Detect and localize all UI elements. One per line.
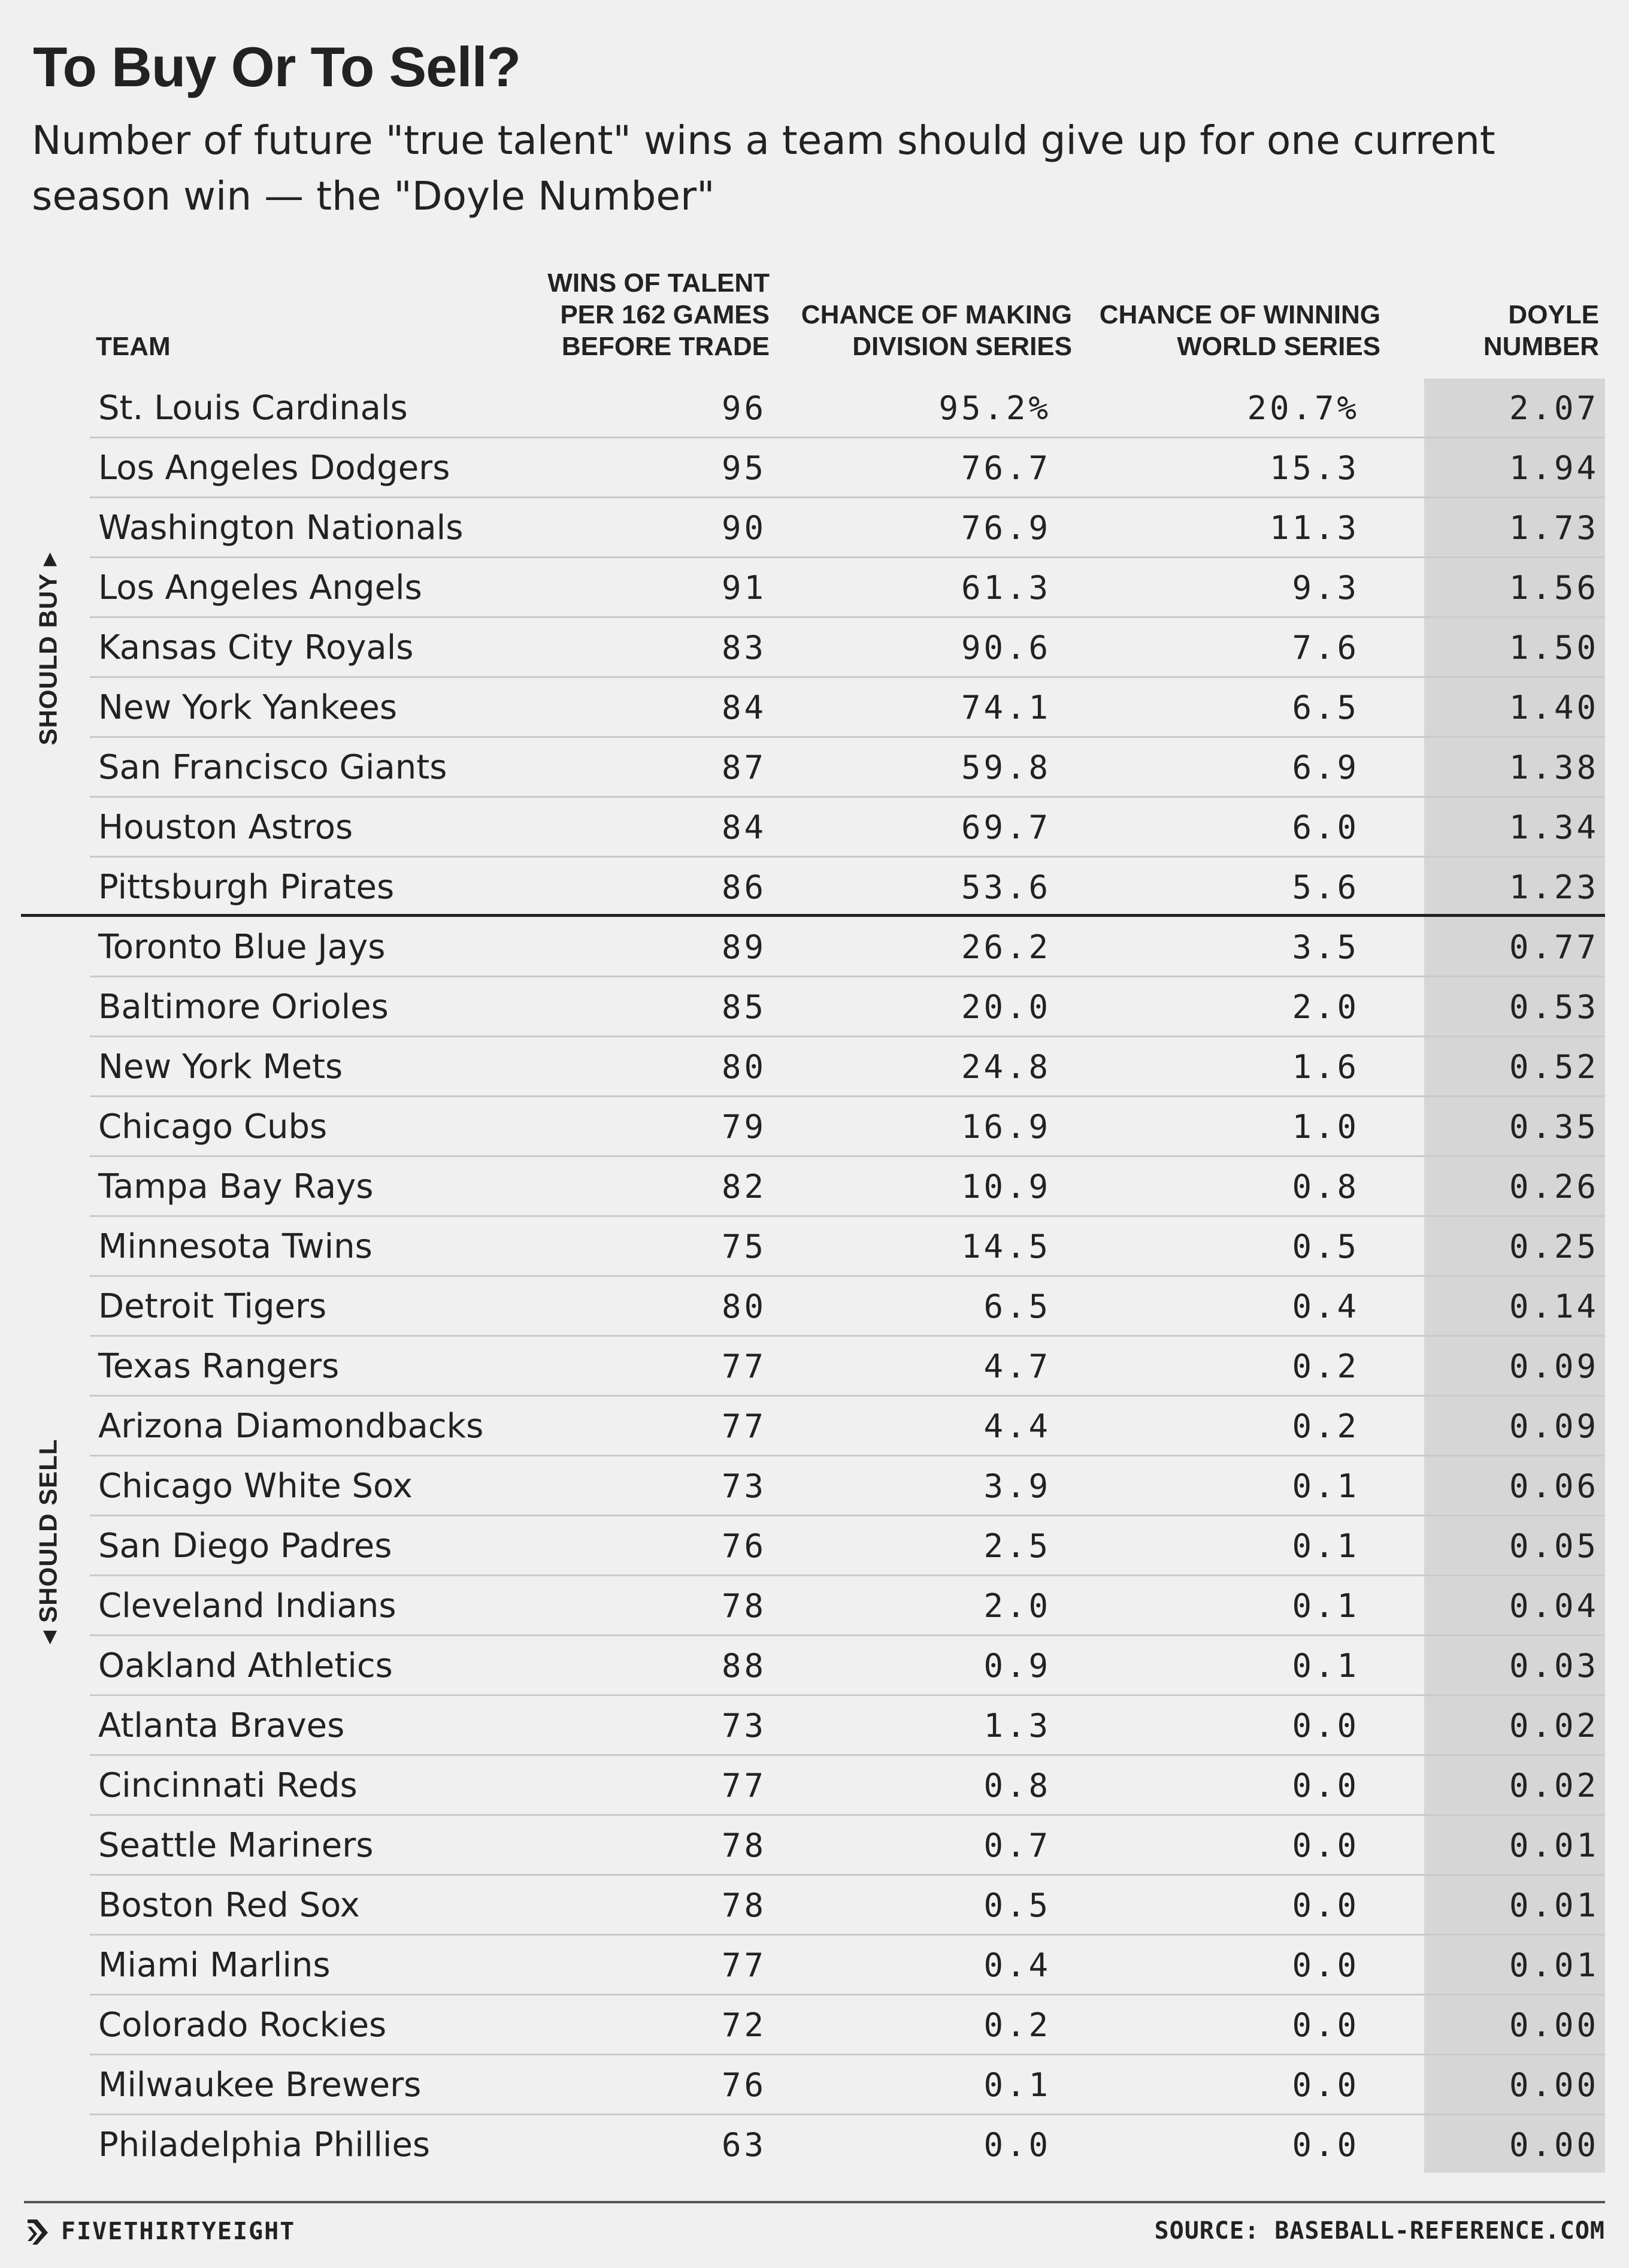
table-row — [90, 1756, 1605, 1816]
wins-cell: 84 — [721, 809, 767, 846]
wins-cell: 73 — [721, 1467, 767, 1505]
wins-cell: 88 — [721, 1647, 767, 1685]
team-name-cell: Atlanta Braves — [98, 1706, 345, 1745]
world-series-chance-cell: 6.5 — [1292, 689, 1359, 726]
doyle-number-cell: 1.73 — [1509, 509, 1599, 547]
world-series-chance-cell: 0.1 — [1292, 1587, 1359, 1625]
table-row — [90, 1936, 1605, 1996]
division-chance-cell: 76.7 — [961, 449, 1051, 487]
wins-cell: 63 — [721, 2126, 767, 2164]
brand-name: FIVETHIRTYEIGHT — [61, 2218, 296, 2245]
column-header-division-line: DIVISION SERIES — [852, 332, 1072, 361]
division-chance-cell: 4.4 — [983, 1407, 1051, 1445]
world-series-chance-cell: 0.0 — [1292, 1946, 1359, 1984]
table-row — [90, 1576, 1605, 1636]
doyle-number-cell: 1.50 — [1509, 629, 1599, 667]
wins-cell: 82 — [721, 1168, 767, 1206]
should-sell-label: ◂ SHOULD SELL — [34, 1439, 62, 1644]
wins-cell: 77 — [721, 1407, 767, 1445]
doyle-number-cell: 0.03 — [1509, 1647, 1599, 1685]
doyle-number-cell: 0.53 — [1509, 988, 1599, 1026]
table-row — [90, 378, 1605, 438]
world-series-chance-cell: 7.6 — [1292, 629, 1359, 667]
division-chance-cell: 76.9 — [961, 509, 1051, 547]
doyle-number-cell: 0.77 — [1509, 928, 1599, 966]
wins-cell: 77 — [721, 1348, 767, 1385]
wins-cell: 72 — [721, 2006, 767, 2044]
division-chance-cell: 0.2 — [983, 2006, 1051, 2044]
wins-cell: 83 — [721, 629, 767, 667]
team-name-cell: St. Louis Cardinals — [98, 389, 408, 428]
world-series-chance-cell: 6.9 — [1292, 749, 1359, 786]
world-series-chance-cell: 0.0 — [1292, 1767, 1359, 1804]
wins-cell: 80 — [721, 1048, 767, 1086]
team-name-cell: Miami Marlins — [98, 1946, 331, 1985]
wins-cell: 77 — [721, 1767, 767, 1804]
column-header-wins-line: PER 162 GAMES — [560, 300, 770, 329]
fivethirtyeight-logo-icon — [25, 2217, 50, 2246]
world-series-chance-cell: 0.0 — [1292, 1707, 1359, 1745]
doyle-number-cell: 0.25 — [1509, 1228, 1599, 1265]
doyle-number-cell: 0.52 — [1509, 1048, 1599, 1086]
team-name-cell: Milwaukee Brewers — [98, 2066, 422, 2105]
table-row — [90, 798, 1605, 858]
world-series-chance-cell: 0.0 — [1292, 2126, 1359, 2164]
division-chance-cell: 0.9 — [983, 1647, 1051, 1685]
wins-cell: 78 — [721, 1887, 767, 1924]
wins-cell: 80 — [721, 1288, 767, 1325]
team-name-cell: Cleveland Indians — [98, 1586, 396, 1625]
division-chance-cell: 0.7 — [983, 1827, 1051, 1864]
doyle-number-cell: 0.01 — [1509, 1887, 1599, 1924]
division-chance-cell: 20.0 — [961, 988, 1051, 1026]
division-chance-cell: 3.9 — [983, 1467, 1051, 1505]
team-name-cell: Boston Red Sox — [98, 1886, 360, 1925]
world-series-chance-cell: 1.0 — [1292, 1108, 1359, 1146]
division-chance-cell: 0.5 — [983, 1887, 1051, 1924]
world-series-chance-cell: 11.3 — [1269, 509, 1359, 547]
division-chance-cell: 1.3 — [983, 1707, 1051, 1745]
team-name-cell: Chicago White Sox — [98, 1467, 413, 1506]
table-row — [90, 1397, 1605, 1457]
should-buy-label: SHOULD BUY ▸ — [34, 552, 62, 746]
wins-cell: 84 — [721, 689, 767, 726]
world-series-chance-cell: 0.1 — [1292, 1647, 1359, 1685]
table-row — [90, 1097, 1605, 1157]
table-row — [90, 1876, 1605, 1936]
table-row — [90, 918, 1605, 977]
world-series-chance-cell: 0.0 — [1292, 1827, 1359, 1864]
doyle-number-cell: 0.14 — [1509, 1288, 1599, 1325]
world-series-chance-cell: 0.8 — [1292, 1168, 1359, 1206]
doyle-number-cell: 0.05 — [1509, 1527, 1599, 1565]
wins-cell: 96 — [721, 389, 767, 427]
doyle-number-cell: 1.34 — [1509, 809, 1599, 846]
wins-cell: 91 — [721, 569, 767, 607]
column-header-doyle — [1483, 299, 1599, 362]
division-chance-cell: 16.9 — [961, 1108, 1051, 1146]
division-chance-cell: 2.5 — [983, 1527, 1051, 1565]
chart-subtitle: Number of future "true talent" wins a team should give up for one current season win — the "Doyle Number" — [32, 117, 1495, 219]
column-header-division — [801, 299, 1072, 362]
world-series-chance-cell: 0.2 — [1292, 1348, 1359, 1385]
wins-cell: 89 — [721, 928, 767, 966]
doyle-number-cell: 2.07 — [1509, 389, 1599, 427]
doyle-number-cell: 0.35 — [1509, 1108, 1599, 1146]
division-chance-cell: 0.8 — [983, 1767, 1051, 1804]
table-row — [90, 738, 1605, 798]
table-row — [90, 2055, 1605, 2115]
doyle-number-cell: 0.00 — [1509, 2126, 1599, 2164]
doyle-number-cell: 0.02 — [1509, 1767, 1599, 1804]
table-row — [90, 2115, 1605, 2175]
table-row — [90, 1516, 1605, 1576]
column-header-world-line: WORLD SERIES — [1177, 332, 1380, 361]
wins-cell: 73 — [721, 1707, 767, 1745]
division-chance-cell: 0.0 — [983, 2126, 1051, 2164]
doyle-number-cell: 1.38 — [1509, 749, 1599, 786]
division-chance-cell: 0.1 — [983, 2066, 1051, 2104]
division-chance-cell: 59.8 — [961, 749, 1051, 786]
team-name-cell: Washington Nationals — [98, 508, 464, 547]
world-series-chance-cell: 3.5 — [1292, 928, 1359, 966]
team-name-cell: Los Angeles Dodgers — [98, 449, 450, 487]
world-series-chance-cell: 0.0 — [1292, 2066, 1359, 2104]
table-row — [90, 1696, 1605, 1756]
world-series-chance-cell: 9.3 — [1292, 569, 1359, 607]
division-chance-cell: 6.5 — [983, 1288, 1051, 1325]
column-header-team-label: TEAM — [96, 332, 171, 361]
column-header-team — [96, 331, 171, 362]
wins-cell: 77 — [721, 1946, 767, 1984]
column-header-world-line: CHANCE OF WINNING — [1099, 300, 1380, 329]
wins-cell: 86 — [721, 868, 767, 906]
doyle-number-cell: 1.94 — [1509, 449, 1599, 487]
source-note: SOURCE: BASEBALL-REFERENCE.COM — [1154, 2217, 1605, 2245]
table-row — [90, 618, 1605, 678]
doyle-number-cell: 0.01 — [1509, 1946, 1599, 1984]
doyle-number-cell: 1.23 — [1509, 868, 1599, 906]
doyle-number-cell: 0.09 — [1509, 1407, 1599, 1445]
world-series-chance-cell: 0.1 — [1292, 1467, 1359, 1505]
division-chance-cell: 4.7 — [983, 1348, 1051, 1385]
division-chance-cell: 95.2% — [938, 389, 1051, 427]
table-row — [90, 1157, 1605, 1217]
column-header-doyle-line: NUMBER — [1483, 332, 1599, 361]
table-row — [90, 977, 1605, 1037]
doyle-number-cell: 0.01 — [1509, 1827, 1599, 1864]
team-name-cell: San Diego Padres — [98, 1527, 392, 1566]
footer-rule — [24, 2201, 1605, 2203]
wins-cell: 85 — [721, 988, 767, 1026]
doyle-number-cell: 0.06 — [1509, 1467, 1599, 1505]
team-name-cell: New York Mets — [98, 1047, 343, 1086]
column-header-world — [1100, 299, 1380, 362]
doyle-number-cell: 0.09 — [1509, 1348, 1599, 1385]
table-row — [90, 1816, 1605, 1876]
brand — [25, 2217, 295, 2246]
team-name-cell: Detroit Tigers — [98, 1287, 327, 1326]
team-name-cell: Minnesota Twins — [98, 1227, 373, 1266]
world-series-chance-cell: 20.7% — [1247, 389, 1359, 427]
doyle-number-cell: 0.00 — [1509, 2066, 1599, 2104]
team-name-cell: Houston Astros — [98, 808, 353, 847]
table-row — [90, 1457, 1605, 1516]
team-name-cell: Los Angeles Angels — [98, 568, 422, 607]
team-name-cell: Oakland Athletics — [98, 1646, 393, 1685]
world-series-chance-cell: 15.3 — [1269, 449, 1359, 487]
world-series-chance-cell: 0.1 — [1292, 1527, 1359, 1565]
team-name-cell: New York Yankees — [98, 688, 398, 727]
buy-sell-divider — [21, 914, 1605, 917]
division-chance-cell: 69.7 — [961, 809, 1051, 846]
world-series-chance-cell: 0.5 — [1292, 1228, 1359, 1265]
wins-cell: 90 — [721, 509, 767, 547]
wins-cell: 76 — [721, 2066, 767, 2104]
table-row — [90, 1636, 1605, 1696]
table-row — [90, 678, 1605, 738]
doyle-number-cell: 0.04 — [1509, 1587, 1599, 1625]
team-name-cell: Colorado Rockies — [98, 2006, 387, 2045]
team-name-cell: Tampa Bay Rays — [98, 1167, 374, 1206]
team-name-cell: Seattle Mariners — [98, 1826, 374, 1865]
table-row — [90, 558, 1605, 618]
division-chance-cell: 10.9 — [961, 1168, 1051, 1206]
team-name-cell: Texas Rangers — [98, 1347, 340, 1386]
chart-title: To Buy Or To Sell? — [33, 35, 521, 98]
division-chance-cell: 0.4 — [983, 1946, 1051, 1984]
column-header-wins-line: WINS OF TALENT — [547, 268, 770, 298]
table-row — [90, 1277, 1605, 1337]
doyle-number-cell: 0.00 — [1509, 2006, 1599, 2044]
division-chance-cell: 24.8 — [961, 1048, 1051, 1086]
team-name-cell: Philadelphia Phillies — [98, 2125, 431, 2164]
table-row — [90, 1337, 1605, 1397]
world-series-chance-cell: 0.0 — [1292, 1887, 1359, 1924]
team-name-cell: San Francisco Giants — [98, 748, 447, 787]
division-chance-cell: 26.2 — [961, 928, 1051, 966]
doyle-number-cell: 0.02 — [1509, 1707, 1599, 1745]
world-series-chance-cell: 2.0 — [1292, 988, 1359, 1026]
division-chance-cell: 61.3 — [961, 569, 1051, 607]
table-row — [90, 858, 1605, 918]
wins-cell: 79 — [721, 1108, 767, 1146]
table-row — [90, 1996, 1605, 2055]
division-chance-cell: 2.0 — [983, 1587, 1051, 1625]
team-name-cell: Toronto Blue Jays — [98, 928, 386, 967]
division-chance-cell: 74.1 — [961, 689, 1051, 726]
column-header-wins-line: BEFORE TRADE — [561, 332, 770, 361]
division-chance-cell: 14.5 — [961, 1228, 1051, 1265]
doyle-number-cell: 1.56 — [1509, 569, 1599, 607]
world-series-chance-cell: 1.6 — [1292, 1048, 1359, 1086]
doyle-number-cell: 0.26 — [1509, 1168, 1599, 1206]
doyle-number-cell: 1.40 — [1509, 689, 1599, 726]
division-chance-cell: 90.6 — [961, 629, 1051, 667]
wins-cell: 76 — [721, 1527, 767, 1565]
team-name-cell: Kansas City Royals — [98, 628, 414, 667]
world-series-chance-cell: 0.0 — [1292, 2006, 1359, 2044]
column-header-division-line: CHANCE OF MAKING — [801, 300, 1072, 329]
world-series-chance-cell: 6.0 — [1292, 809, 1359, 846]
wins-cell: 87 — [721, 749, 767, 786]
column-header-doyle-line: DOYLE — [1508, 300, 1599, 329]
table-row — [90, 438, 1605, 498]
wins-cell: 95 — [721, 449, 767, 487]
team-name-cell: Baltimore Orioles — [98, 988, 389, 1026]
team-name-cell: Chicago Cubs — [98, 1107, 328, 1146]
wins-cell: 78 — [721, 1827, 767, 1864]
table-row — [90, 1037, 1605, 1097]
world-series-chance-cell: 0.2 — [1292, 1407, 1359, 1445]
division-chance-cell: 53.6 — [961, 868, 1051, 906]
table-row — [90, 498, 1605, 558]
world-series-chance-cell: 5.6 — [1292, 868, 1359, 906]
world-series-chance-cell: 0.4 — [1292, 1288, 1359, 1325]
wins-cell: 78 — [721, 1587, 767, 1625]
wins-cell: 75 — [721, 1228, 767, 1265]
team-name-cell: Pittsburgh Pirates — [98, 868, 395, 907]
team-name-cell: Cincinnati Reds — [98, 1766, 358, 1805]
table-row — [90, 1217, 1605, 1277]
column-header-wins — [547, 267, 770, 362]
team-name-cell: Arizona Diamondbacks — [98, 1407, 484, 1446]
